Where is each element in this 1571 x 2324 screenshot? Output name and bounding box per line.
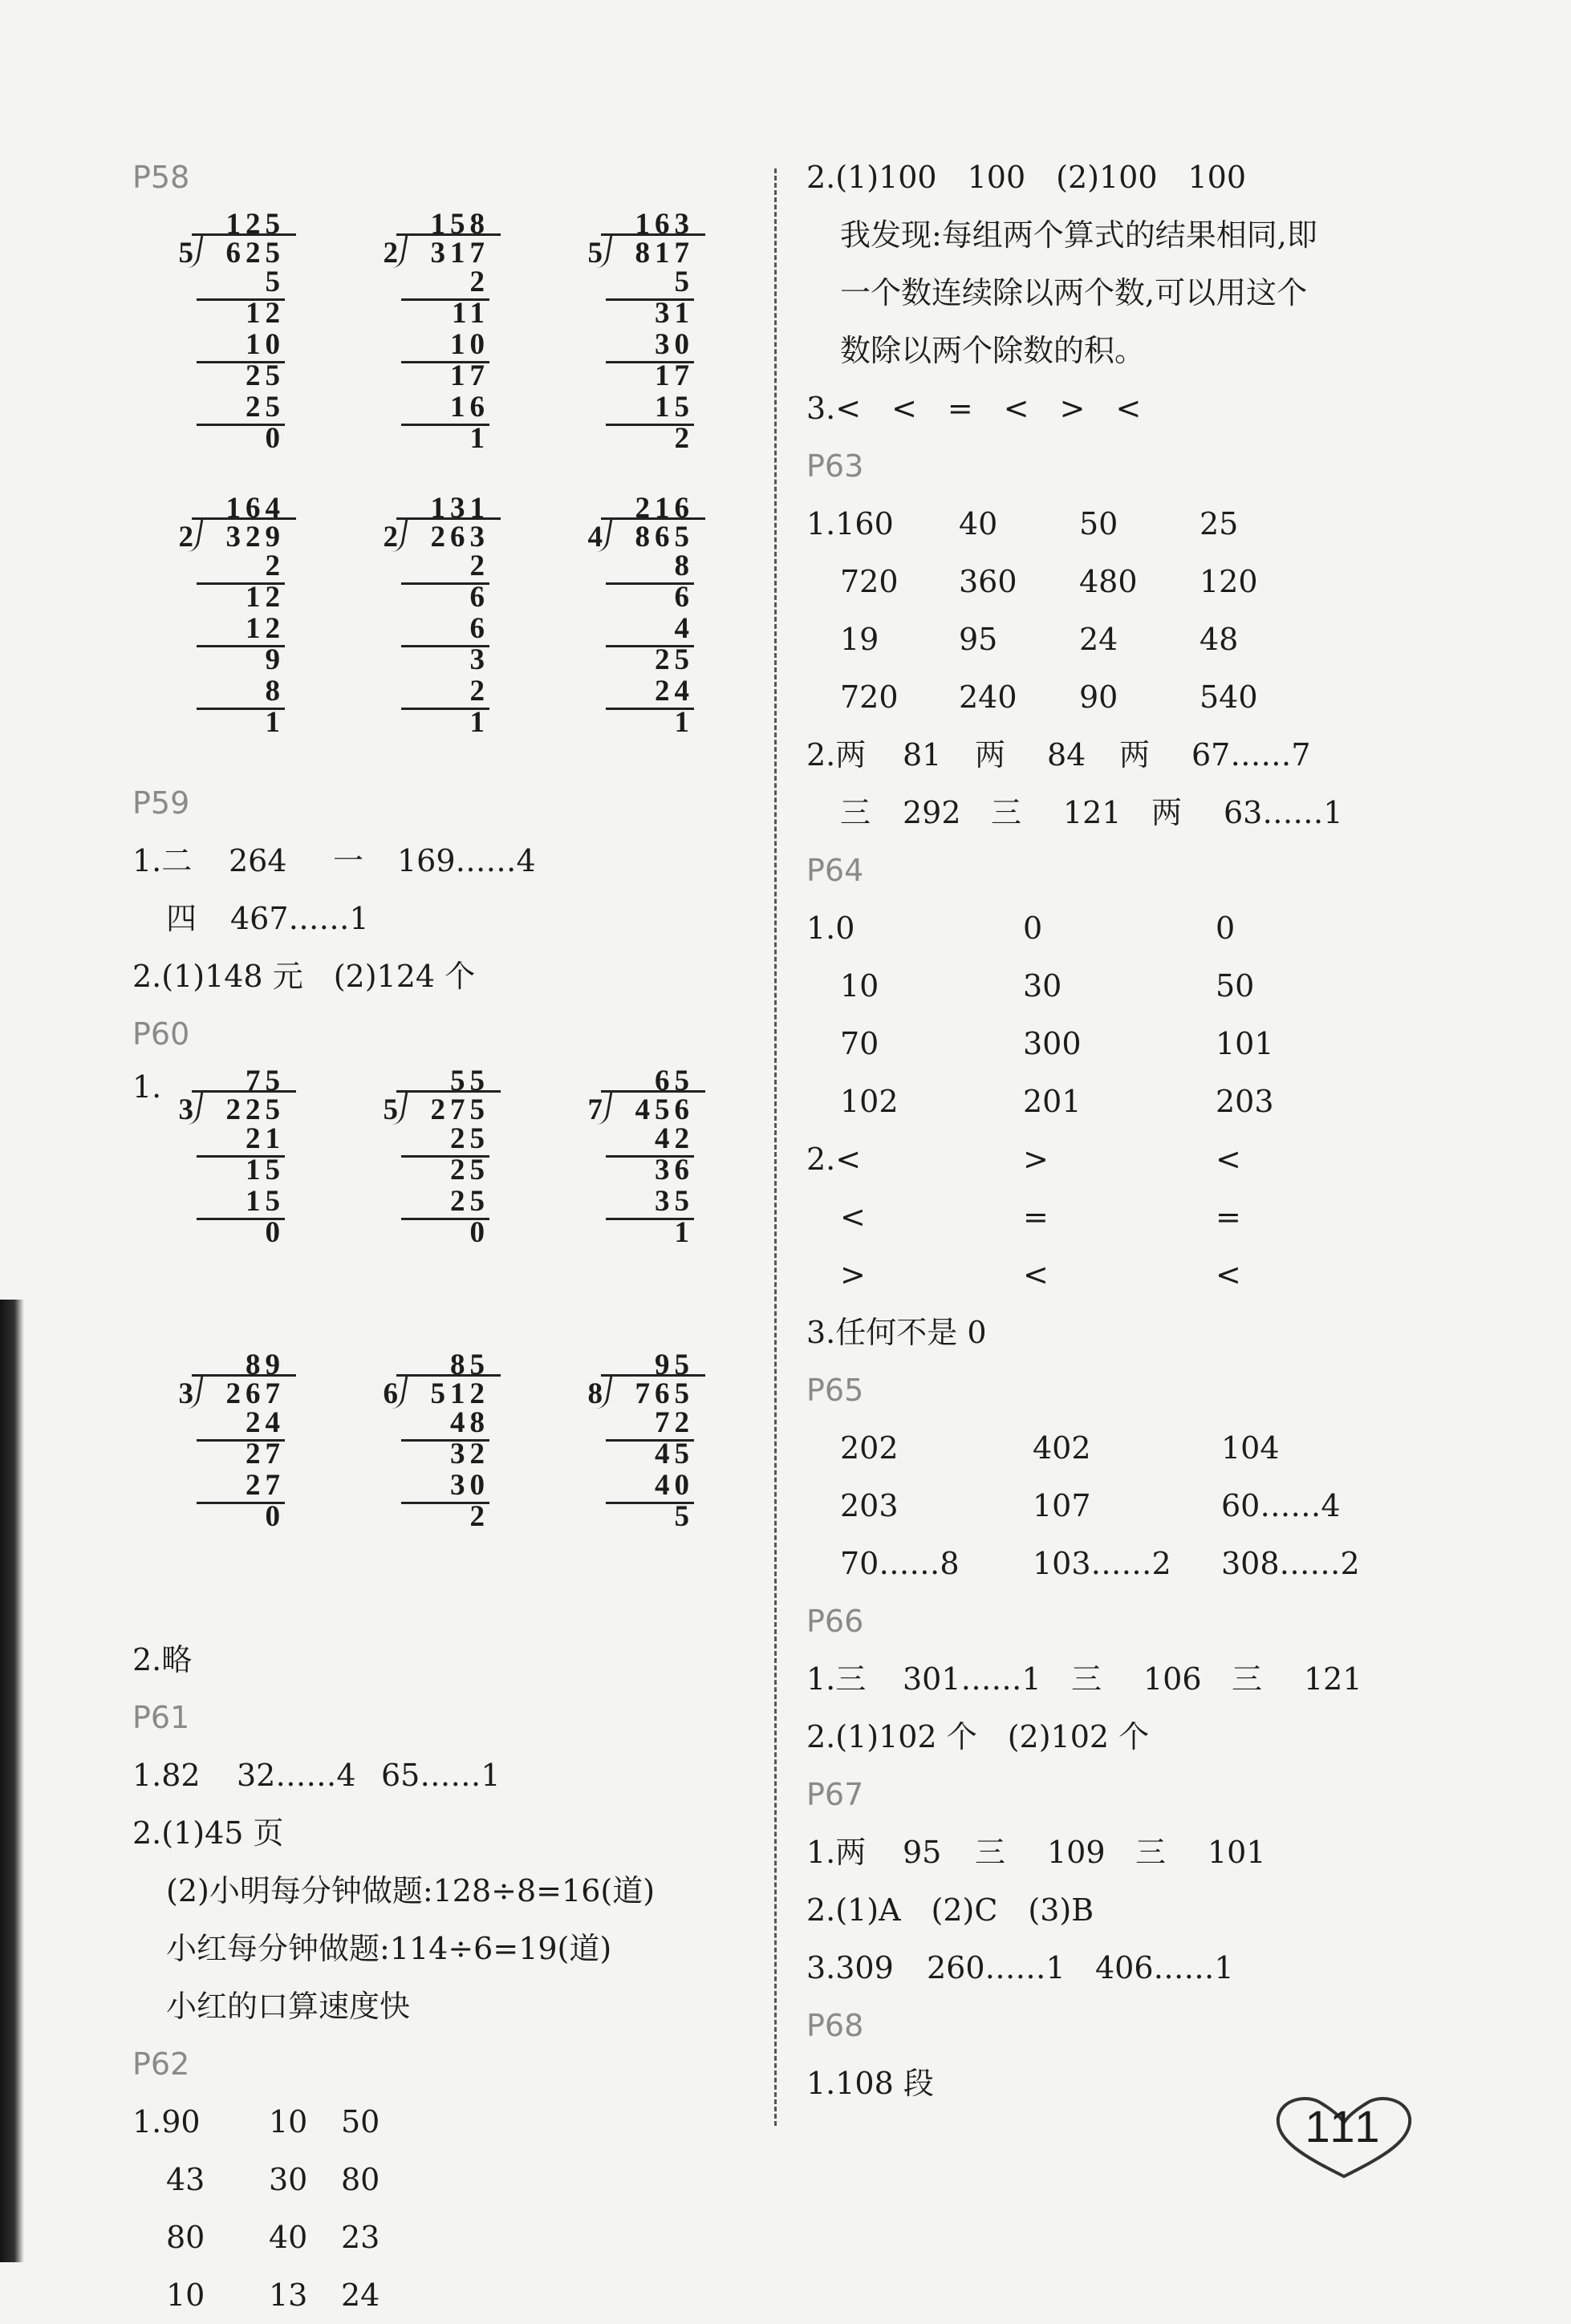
long-division: [542, 1350, 746, 1623]
answer-text: 292: [903, 795, 961, 830]
divisor-text: 2: [383, 237, 398, 270]
quotient-text: 95: [655, 1349, 694, 1381]
long-division: [337, 1066, 542, 1339]
long-division-row: [132, 493, 766, 774]
answer-text: 1.二: [132, 843, 193, 878]
grid-cell: 30: [269, 2162, 308, 2197]
quotient-text: 85: [450, 1349, 489, 1381]
grid-row: [806, 957, 1440, 1015]
division-step-text: 6: [674, 581, 694, 614]
long-division: [542, 1066, 746, 1339]
grid-cell: >: [1023, 1142, 1049, 1177]
dividend-text: 512: [430, 1377, 489, 1410]
grid-cell: =: [1023, 1199, 1049, 1235]
grid-cell: 48: [1200, 622, 1239, 657]
answer-text: 2.两: [806, 737, 867, 773]
section-p60: P60: [132, 1016, 190, 1052]
long-division: [132, 1066, 337, 1339]
grid-cell: 107: [1033, 1488, 1091, 1523]
dividend-text: 817: [635, 237, 694, 270]
answer-text: 一: [333, 843, 364, 878]
grid-cell: <: [1216, 1142, 1241, 1177]
section-p62: P62: [132, 2046, 190, 2082]
answer-text: 406……1: [1095, 1950, 1234, 1985]
division-step-text: 2: [469, 266, 489, 298]
quotient-text: 65: [655, 1065, 694, 1097]
division-step-text: 12: [246, 297, 285, 330]
grid-row: [132, 2208, 766, 2266]
grid-row: [806, 1015, 1440, 1073]
divisor-text: 4: [587, 521, 603, 554]
p59-line-1: [132, 832, 766, 890]
p62-answer-grid: [132, 2093, 766, 2324]
p63-line-6: [806, 784, 1440, 842]
grid-cell: 540: [1200, 679, 1258, 715]
grid-cell: 300: [1023, 1026, 1082, 1061]
grid-row: [132, 2266, 766, 2324]
grid-cell: 50: [341, 2104, 380, 2139]
answer-text: 三: [1232, 1661, 1263, 1697]
grid-cell: 101: [1216, 1026, 1274, 1061]
long-division: [132, 1350, 337, 1623]
grid-row: [806, 1130, 1440, 1188]
right-column: [806, 148, 1440, 2112]
division-step-text: 1: [674, 1216, 694, 1249]
grid-cell: 1.0: [806, 911, 855, 946]
grid-cell: <: [1216, 1257, 1241, 1292]
grid-cell: 50: [1079, 506, 1118, 541]
grid-cell: 30: [1023, 968, 1062, 1004]
answer-text: 1.三: [806, 1661, 867, 1697]
left-column: [132, 148, 766, 2324]
answer-text: 三: [975, 1835, 1006, 1870]
grid-row: [806, 1073, 1440, 1130]
division-step-text: 35: [655, 1185, 694, 1218]
grid-cell: 24: [341, 2277, 380, 2313]
division-step-text: 10: [450, 328, 489, 361]
answer-text: 三: [991, 795, 1022, 830]
discovery-line-2: 一个数连续除以两个数,可以用这个: [840, 275, 1308, 310]
p60-item-1: [132, 1066, 766, 1631]
division-step-text: 31: [655, 297, 694, 330]
p64-comparison-grid: [806, 1130, 1440, 1304]
grid-cell: 80: [341, 2162, 380, 2197]
grid-row: [806, 1419, 1440, 1477]
grid-cell: 1.90: [132, 2104, 201, 2139]
division-step-text: 5: [674, 266, 694, 298]
grid-cell: 0: [1216, 911, 1236, 946]
grid-cell: 40: [269, 2220, 308, 2255]
grid-cell: 104: [1221, 1430, 1280, 1466]
dividend-text: 317: [430, 237, 489, 270]
division-step-text: 5: [674, 1500, 694, 1533]
answer-text: 169……4: [397, 843, 536, 878]
division-step-text: 10: [246, 328, 285, 361]
division-step-text: 0: [265, 1500, 285, 1533]
p62-line-3: 3.< < = < > <: [806, 391, 1142, 426]
grid-cell: 70: [840, 1026, 879, 1061]
grid-cell: 202: [840, 1430, 899, 1466]
division-step-text: 16: [450, 391, 489, 424]
division-step-text: 1: [469, 422, 489, 455]
division-step-text: 8: [674, 550, 694, 582]
answer-text: 121: [1304, 1661, 1362, 1697]
grid-cell: 19: [840, 622, 879, 657]
p67-line-3: [806, 1939, 1440, 1997]
division-step-text: 25: [246, 359, 285, 392]
division-step-text: 4: [674, 612, 694, 645]
dividend-text: 225: [225, 1093, 285, 1126]
answer-text: 106: [1143, 1661, 1202, 1697]
p61-line-1: [132, 1746, 766, 1804]
division-step-text: 1: [469, 706, 489, 739]
division-step-text: 6: [469, 612, 489, 645]
grid-cell: 480: [1079, 564, 1138, 599]
division-step-text: 15: [655, 391, 694, 424]
answer-text: 84: [1047, 737, 1086, 773]
grid-cell: 360: [959, 564, 1017, 599]
divisor-text: 8: [587, 1377, 603, 1410]
division-step-text: 1: [674, 706, 694, 739]
divisor-text: 3: [178, 1377, 193, 1410]
answer-text: 63……1: [1224, 795, 1343, 830]
grid-cell: 23: [341, 2220, 380, 2255]
p63-answer-grid: [806, 495, 1440, 726]
p59-line-2: [132, 890, 766, 947]
p62-line-2: 2.(1)100 100 (2)100 100: [806, 160, 1247, 195]
p58-long-division-block: [132, 209, 766, 774]
grid-cell: 50: [1216, 968, 1255, 1004]
long-division: [337, 1350, 542, 1623]
answer-text: 三: [1135, 1835, 1167, 1870]
division-step-text: 3: [469, 643, 489, 676]
quotient-text: 163: [635, 208, 694, 241]
division-step-text: 48: [450, 1406, 489, 1439]
grid-row: [806, 899, 1440, 957]
answer-text: 32……4: [237, 1758, 356, 1793]
dividend-text: 329: [225, 521, 285, 554]
division-step-text: 8: [265, 675, 285, 708]
p61-line-3: (2)小明每分钟做题:128÷8=16(道): [166, 1873, 656, 1908]
division-step-text: 6: [469, 581, 489, 614]
answer-text: 264: [229, 843, 287, 878]
p65-answer-grid: [806, 1419, 1440, 1592]
p60-long-division-block: [132, 1066, 766, 1631]
section-p61: P61: [132, 1700, 190, 1735]
dividend-text: 263: [430, 521, 489, 554]
grid-cell: 103……2: [1033, 1546, 1171, 1581]
division-step-text: 0: [265, 422, 285, 455]
grid-cell: 60……4: [1221, 1488, 1341, 1523]
answer-text: 两: [1151, 795, 1183, 830]
long-division: [337, 209, 542, 482]
section-p68: P68: [806, 2008, 864, 2043]
p66-line-2: 2.(1)102 个 (2)102 个: [806, 1719, 1150, 1754]
p67-line-2: 2.(1)A (2)C (3)B: [806, 1892, 1094, 1928]
grid-row: [806, 610, 1440, 668]
p61-line-5: 小红的口算速度快: [166, 1989, 411, 2024]
grid-cell: 240: [959, 679, 1017, 715]
quotient-text: 216: [635, 492, 694, 525]
p60-line-2: 2.略: [132, 1642, 193, 1677]
grid-cell: 95: [959, 622, 998, 657]
grid-row: [806, 1246, 1440, 1304]
answer-text: 109: [1047, 1835, 1106, 1870]
dividend-text: 267: [225, 1377, 285, 1410]
section-p65: P65: [806, 1373, 864, 1408]
division-step-text: 25: [655, 643, 694, 676]
division-step-text: 17: [655, 359, 694, 392]
grid-cell: 203: [840, 1488, 899, 1523]
grid-cell: 120: [1200, 564, 1258, 599]
p64-answer-grid: [806, 899, 1440, 1130]
answer-text: 三: [1071, 1661, 1102, 1697]
division-step-text: 21: [246, 1122, 285, 1155]
long-division-row: [132, 209, 766, 490]
p68-line-1: 1.108 段: [806, 2066, 934, 2101]
grid-cell: <: [840, 1199, 866, 1235]
grid-cell: 90: [1079, 679, 1118, 715]
quotient-text: 55: [450, 1065, 489, 1097]
quotient-text: 131: [430, 492, 489, 525]
long-division: [542, 493, 746, 766]
scan-edge-shadow: [0, 1300, 24, 2262]
answer-text: 101: [1208, 1835, 1266, 1870]
division-step-text: 25: [246, 391, 285, 424]
answer-text: 1.82: [132, 1758, 201, 1793]
division-step-text: 40: [655, 1469, 694, 1502]
grid-cell: 203: [1216, 1084, 1274, 1119]
grid-row: [806, 668, 1440, 726]
grid-cell: 24: [1079, 622, 1118, 657]
division-step-text: 25: [450, 1154, 489, 1186]
division-step-text: 25: [450, 1122, 489, 1155]
division-step-text: 2: [265, 550, 285, 582]
grid-cell: =: [1216, 1199, 1241, 1235]
division-step-text: 15: [246, 1154, 285, 1186]
section-p64: P64: [806, 853, 864, 888]
division-step-text: 25: [450, 1185, 489, 1218]
grid-cell: >: [840, 1257, 866, 1292]
grid-cell: 402: [1033, 1430, 1091, 1466]
grid-cell: 720: [840, 564, 899, 599]
division-step-text: 2: [674, 422, 694, 455]
division-step-text: 12: [246, 581, 285, 614]
division-step-text: 0: [265, 1216, 285, 1249]
p64-line-3: 3.任何不是 0: [806, 1315, 987, 1350]
division-step-text: 2: [469, 550, 489, 582]
dividend-text: 865: [635, 521, 694, 554]
answer-text: 81: [903, 737, 942, 773]
division-step-text: 45: [655, 1438, 694, 1470]
division-step-text: 15: [246, 1185, 285, 1218]
division-step-text: 24: [246, 1406, 285, 1439]
discovery-line-1: 我发现:每组两个算式的结果相同,即: [840, 217, 1317, 253]
item-number: 1.: [132, 1069, 162, 1105]
discovery-line-3: 数除以两个除数的积。: [840, 333, 1146, 368]
grid-cell: 102: [840, 1084, 899, 1119]
grid-row: [806, 1477, 1440, 1535]
answer-text: 467……1: [230, 901, 369, 936]
divisor-text: 6: [383, 1377, 398, 1410]
grid-row: [806, 495, 1440, 553]
section-p59: P59: [132, 785, 190, 821]
division-step-text: 12: [246, 612, 285, 645]
grid-cell: 80: [166, 2220, 205, 2255]
answer-text: 两: [1119, 737, 1151, 773]
division-step-text: 27: [246, 1469, 285, 1502]
divisor-text: 2: [383, 521, 398, 554]
section-p67: P67: [806, 1777, 864, 1812]
answer-text: 1.两: [806, 1835, 867, 1870]
section-p63: P63: [806, 448, 864, 484]
answer-text: 67……7: [1191, 737, 1311, 773]
section-p58: P58: [132, 160, 190, 195]
grid-cell: 43: [166, 2162, 205, 2197]
long-division: [132, 209, 337, 482]
division-step-text: 42: [655, 1122, 694, 1155]
dividend-text: 625: [225, 237, 285, 270]
p63-line-5: [806, 726, 1440, 784]
section-p66: P66: [806, 1604, 864, 1639]
answer-text: 三: [840, 795, 871, 830]
answer-text: 四: [166, 901, 197, 936]
grid-cell: 1.160: [806, 506, 894, 541]
grid-cell: 308……2: [1221, 1546, 1360, 1581]
grid-cell: 10: [269, 2104, 308, 2139]
division-step-text: 32: [450, 1438, 489, 1470]
answer-text: 301……1: [903, 1661, 1041, 1697]
long-division-row: [132, 1350, 766, 1631]
divisor-text: 5: [178, 237, 193, 270]
quotient-text: 89: [246, 1349, 285, 1381]
p61-line-2: 2.(1)45 页: [132, 1815, 284, 1851]
quotient-text: 158: [430, 208, 489, 241]
grid-row: [806, 1188, 1440, 1246]
division-step-text: 0: [469, 1216, 489, 1249]
page-number: 111: [1305, 2101, 1383, 2152]
division-step-text: 72: [655, 1406, 694, 1439]
quotient-text: 75: [246, 1065, 285, 1097]
long-division-row: [132, 1066, 766, 1347]
dividend-text: 765: [635, 1377, 694, 1410]
p61-line-4: 小红每分钟做题:114÷6=19(道): [166, 1931, 612, 1966]
grid-cell: 10: [166, 2277, 205, 2313]
division-step-text: 17: [450, 359, 489, 392]
grid-row: [806, 1535, 1440, 1592]
grid-cell: 0: [1023, 911, 1043, 946]
divisor-text: 5: [383, 1093, 398, 1126]
grid-cell: 70……8: [840, 1546, 960, 1581]
grid-row: [132, 2093, 766, 2151]
division-step-text: 36: [655, 1154, 694, 1186]
long-division: [132, 493, 337, 766]
quotient-text: 125: [225, 208, 285, 241]
divisor-text: 2: [178, 521, 193, 554]
column-divider: [774, 168, 777, 2126]
answer-text: 65……1: [381, 1758, 501, 1793]
division-step-text: 24: [655, 675, 694, 708]
grid-cell: 201: [1023, 1084, 1082, 1119]
quotient-text: 164: [225, 492, 285, 525]
answer-text: 95: [903, 1835, 942, 1870]
grid-cell: 40: [959, 506, 998, 541]
grid-cell: 25: [1200, 506, 1239, 541]
division-step-text: 9: [265, 643, 285, 676]
division-step-text: 30: [450, 1469, 489, 1502]
p66-line-1: [806, 1650, 1440, 1708]
division-step-text: 11: [452, 297, 489, 330]
divisor-text: 7: [587, 1093, 603, 1126]
answer-text: 两: [975, 737, 1006, 773]
division-step-text: 27: [246, 1438, 285, 1470]
grid-cell: 2.<: [806, 1142, 862, 1177]
grid-row: [132, 2151, 766, 2208]
division-step-text: 2: [469, 1500, 489, 1533]
answer-text: 260……1: [927, 1950, 1066, 1985]
dividend-text: 456: [635, 1093, 694, 1126]
divisor-text: 5: [587, 237, 603, 270]
long-division: [337, 493, 542, 766]
grid-cell: 10: [840, 968, 879, 1004]
division-step-text: 1: [265, 706, 285, 739]
divisor-text: 3: [178, 1093, 193, 1126]
grid-cell: 720: [840, 679, 899, 715]
dividend-text: 275: [430, 1093, 489, 1126]
grid-cell: 13: [269, 2277, 308, 2313]
answer-text: 121: [1063, 795, 1122, 830]
division-step-text: 30: [655, 328, 694, 361]
division-step-text: 5: [265, 266, 285, 298]
p59-line-3: 2.(1)148 元 (2)124 个: [132, 959, 476, 994]
long-division: [542, 209, 746, 482]
division-step-text: 2: [469, 675, 489, 708]
grid-row: [806, 553, 1440, 610]
grid-cell: <: [1023, 1257, 1049, 1292]
p67-line-1: [806, 1823, 1440, 1881]
answer-text: 3.309: [806, 1950, 894, 1985]
